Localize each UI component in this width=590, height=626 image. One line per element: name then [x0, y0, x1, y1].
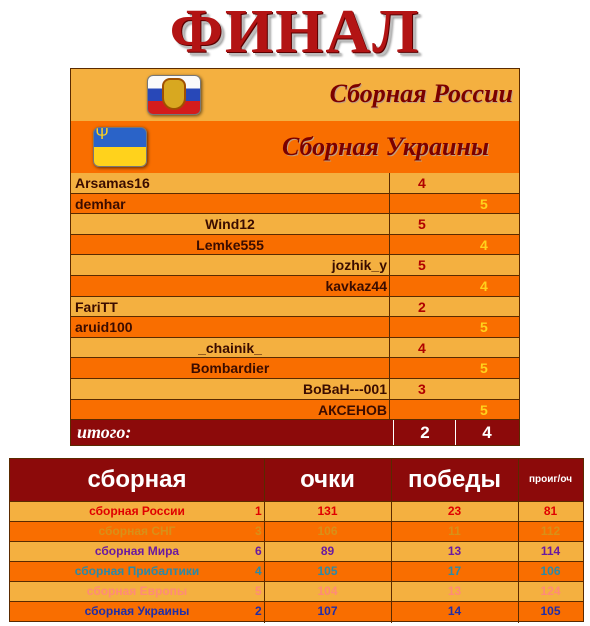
total-russia: 2 [393, 420, 456, 445]
standings-points: 89 [320, 544, 335, 558]
standings-team: сборная России [89, 504, 185, 518]
standings-row [10, 541, 583, 561]
score-russia: 5 [418, 216, 426, 233]
player-name: Wind12 [205, 216, 255, 233]
team-name-ukraine: Сборная Украины [281, 132, 489, 161]
game-row [71, 194, 519, 215]
standings-rank: 1 [255, 504, 262, 518]
score-ukraine: 5 [480, 195, 488, 212]
standings-points: 104 [317, 584, 338, 598]
standings-team: сборная Украины [84, 604, 190, 618]
game-row [71, 214, 519, 235]
games-list [71, 173, 519, 420]
standings-wins: 13 [447, 544, 462, 558]
standings-points: 106 [317, 524, 338, 538]
header-wins: победы [407, 466, 502, 493]
standings-rank: 3 [255, 524, 262, 538]
score-ukraine: 5 [480, 360, 488, 377]
standings-loss-ratio: 112 [540, 524, 561, 538]
game-row [71, 379, 519, 400]
standings-rank: 2 [255, 604, 262, 618]
game-row [71, 235, 519, 256]
standings-row [10, 521, 583, 541]
header-team: сборная [87, 466, 187, 493]
score-russia: 5 [418, 257, 426, 274]
game-row [71, 173, 519, 194]
standings-wins: 17 [447, 564, 462, 578]
standings-header [10, 459, 583, 501]
standings-team: сборная Европы [86, 584, 188, 598]
standings-wins: 14 [447, 604, 462, 618]
team-name-russia: Сборная России [329, 79, 513, 108]
player-name: Bombardier [190, 360, 270, 377]
score-russia: 4 [418, 339, 426, 356]
russia-flag-icon [147, 75, 201, 115]
standings-team: сборная СНГ [98, 524, 176, 538]
ukraine-flag-icon: Ψ [93, 127, 147, 167]
header-loss-ratio: проиг/оч [528, 474, 572, 485]
page-title: ФИНАЛ [169, 0, 421, 66]
game-row [71, 255, 519, 276]
header-points: очки [300, 466, 355, 493]
game-row [71, 276, 519, 297]
score-ukraine: 4 [480, 277, 488, 294]
total-label: итого: [77, 422, 132, 442]
score-russia: 4 [418, 175, 426, 191]
score-ukraine: 5 [480, 319, 488, 336]
player-name: АКСЕНОВ [317, 401, 387, 418]
player-name: demhar [75, 195, 126, 212]
game-row [71, 297, 519, 318]
player-name: jozhik_y [331, 257, 387, 274]
score-ukraine: 4 [480, 236, 488, 253]
standings-team: сборная Мира [94, 544, 180, 558]
standings-wins: 11 [448, 524, 461, 538]
player-name: aruid100 [75, 319, 133, 336]
score-ukraine: 5 [480, 401, 488, 418]
standings-loss-ratio: 105 [540, 604, 561, 618]
game-row [71, 317, 519, 338]
total-ukraine: 4 [455, 420, 518, 445]
standings-wins: 23 [447, 504, 462, 518]
standings-loss-ratio: 114 [540, 544, 561, 558]
final-match-table [70, 68, 520, 446]
total-row [71, 420, 519, 445]
player-name: Arsamas16 [75, 175, 150, 191]
team-row-ukraine [71, 121, 519, 174]
score-russia: 3 [418, 380, 426, 397]
standings-team: сборная Прибалтики [74, 564, 200, 578]
player-name: kavkaz44 [325, 277, 387, 294]
score-russia: 2 [418, 298, 426, 315]
player-name: Lemke555 [196, 236, 264, 253]
standings-points: 105 [317, 564, 338, 578]
player-name: _chainik_ [198, 339, 262, 356]
standings-row [10, 601, 583, 621]
standings-loss-ratio: 81 [543, 504, 558, 518]
standings-rank: 6 [255, 544, 262, 558]
standings-table [9, 458, 584, 622]
player-name: FariTT [75, 298, 118, 315]
standings-wins: 13 [447, 584, 462, 598]
player-name: BoBaH---001 [302, 380, 387, 397]
standings-rank: 5 [255, 584, 262, 598]
standings-points: 131 [317, 504, 338, 518]
standings-loss-ratio: 124 [540, 584, 561, 598]
team-row-russia [71, 69, 519, 122]
game-row [71, 400, 519, 421]
game-row [71, 358, 519, 379]
standings-points: 107 [317, 604, 338, 618]
standings-loss-ratio: 106 [540, 564, 561, 578]
standings-row [10, 561, 583, 581]
standings-rank: 4 [255, 564, 262, 578]
game-row [71, 338, 519, 359]
standings-row [10, 581, 583, 601]
standings-row [10, 501, 583, 521]
